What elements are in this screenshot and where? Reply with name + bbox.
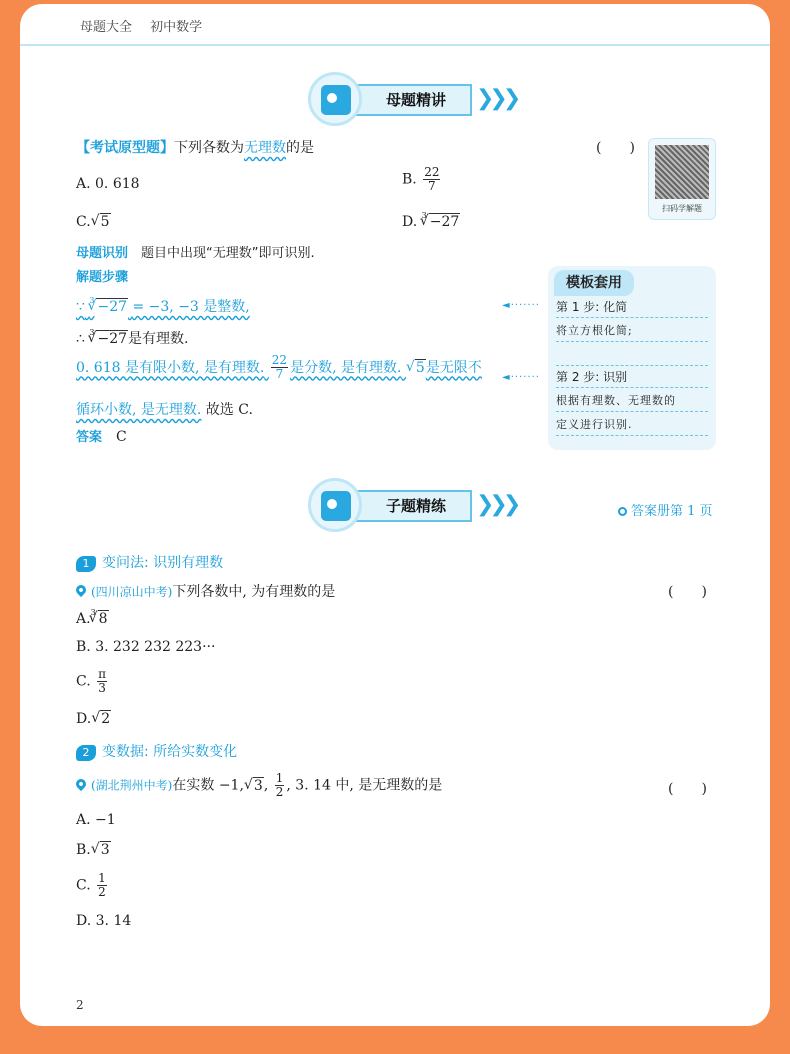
page-number: 2 xyxy=(76,998,84,1012)
sub2-option-d: D. 3. 14 xyxy=(76,913,132,929)
identify-label: 母题识别 xyxy=(76,246,129,261)
sub1-option-a: A.$^3$√ 8 xyxy=(76,611,109,627)
answer-book-ref[interactable]: 答案册第 1 页 xyxy=(618,500,713,519)
template-step2: 第 2 步: 识别 xyxy=(556,366,708,388)
step-line-4: 循环小数, 是无理数. 故选 C. xyxy=(76,402,253,418)
steps-label: 解题步骤 xyxy=(76,270,129,285)
sub2-option-a: A. −1 xyxy=(76,812,116,828)
exam-question: 【考试原型题】下列各数为无理数的是 xyxy=(76,140,314,156)
sub2-paren: ( ) xyxy=(668,781,707,797)
answer-label: 答案 xyxy=(76,430,103,445)
sqrt: √ 5 xyxy=(91,214,111,230)
arrow-to-step2: ◄······· xyxy=(502,372,540,383)
sub2-number: 2 xyxy=(76,745,96,761)
pencil-note-icon xyxy=(308,478,362,532)
template-title: 模板套用 xyxy=(554,270,634,296)
location-pin-icon xyxy=(74,583,88,597)
sub1-stem: (四川凉山中考)下列各数中, 为有理数的是 xyxy=(76,581,335,601)
sub2-option-b: B.√ 3 xyxy=(76,842,111,858)
fraction: $\frac{22}{7}$ xyxy=(424,165,440,193)
location-pin-icon xyxy=(74,776,88,790)
answer-paren: ( ) xyxy=(596,140,635,156)
sub1-option-c: C. $\frac{\pi}{3}$ xyxy=(76,667,107,695)
option-a: A. 0. 618 xyxy=(76,176,140,192)
page xyxy=(20,4,770,1026)
subject-label: 初中数学 xyxy=(150,20,203,35)
header-divider xyxy=(20,44,770,46)
template-step1: 第 1 步: 化简 xyxy=(556,296,708,318)
template-step2-desc-1: 根据有理数、无理数的 xyxy=(556,390,708,412)
section-banner-main xyxy=(308,72,517,128)
step-line-2: ∴ $^3$√ −27是有理数. xyxy=(76,328,188,348)
sub1-option-b: B. 3. 232 232 223··· xyxy=(76,639,216,655)
qr-code-image[interactable] xyxy=(655,145,709,199)
cube-root: √ −27 xyxy=(420,214,461,230)
banner-title: 母题精讲 xyxy=(385,91,446,109)
teacher-icon xyxy=(308,72,362,126)
chevrons-icon: ❯❯❯ xyxy=(476,492,517,517)
running-header xyxy=(80,16,216,35)
identify-line: 母题识别 题目中出现“无理数”即可识别. xyxy=(76,246,315,261)
option-c: C.√ 5 xyxy=(76,214,111,230)
qr-code-card[interactable] xyxy=(648,138,716,220)
arrow-to-step1: ◄······· xyxy=(502,300,540,311)
chevrons-icon: ❯❯❯ xyxy=(476,86,517,111)
section-banner-practice xyxy=(308,478,517,534)
answer-line xyxy=(76,426,127,446)
answer-value: C xyxy=(116,429,127,445)
banner-title: 子题精练 xyxy=(385,497,446,515)
option-b: B. $\frac{22}{7}$ xyxy=(402,165,440,193)
step-line-3: 0. 618 是有限小数, 是有理数. $\frac{22}{7}$ 是分数, 是有理数. √ 5是无限不 xyxy=(76,354,482,381)
template-step2-desc-2: 定义进行识别. xyxy=(556,414,708,436)
key-icon xyxy=(618,507,627,516)
template-panel xyxy=(548,266,716,450)
template-step1-desc: 将立方根化简; xyxy=(556,320,708,342)
sub1-heading: 1 变问法: 识别有理数 xyxy=(76,552,223,572)
keyword-irrational: 无理数 xyxy=(244,140,286,156)
sub2-heading: 2 变数据: 所给实数变化 xyxy=(76,741,237,761)
option-d: D. $^3$√ −27 xyxy=(402,214,460,230)
sub2-option-c: C. $\frac{1}{2}$ xyxy=(76,871,106,899)
sub1-option-d: D.√ 2 xyxy=(76,711,111,727)
book-title: 母题大全 xyxy=(80,20,133,35)
qr-caption: 扫码学解题 xyxy=(662,204,702,213)
sub1-paren: ( ) xyxy=(668,584,707,600)
step-line-1: ∵ $^3$√ −27 = −3, −3 是整数, xyxy=(76,296,250,316)
exam-tag: 【考试原型题】 xyxy=(76,140,174,156)
sub1-number: 1 xyxy=(76,556,96,572)
sub2-stem: (湖北荆州中考)在实数 −1,√ 3, $\frac{1}{2}$ , 3. 14 中, 是无理数的是 xyxy=(76,772,442,799)
